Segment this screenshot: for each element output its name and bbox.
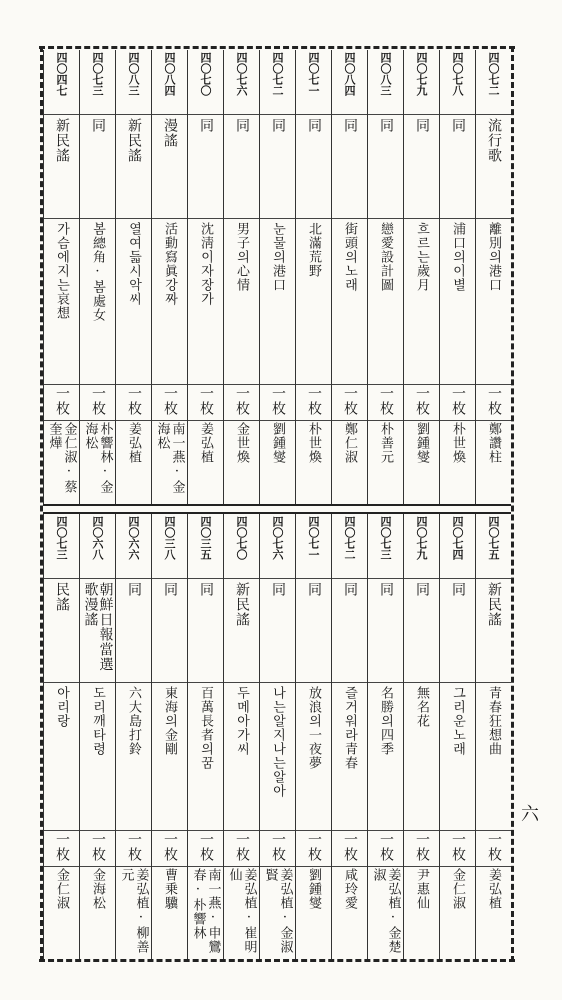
catalog-number: 四〇八三	[127, 52, 140, 96]
performer-name: 朴響林·金海松	[82, 422, 113, 494]
song-title: 活動寫眞강짜	[162, 222, 177, 306]
genre-label: 同	[342, 582, 358, 597]
bottom_row-entry	[115, 514, 151, 960]
song-title: 戀愛設計圖	[378, 222, 393, 292]
performer-name: 咸玲愛	[342, 868, 357, 910]
catalog-number: 四〇七一	[307, 516, 320, 560]
catalog-number: 四〇三五	[199, 516, 212, 560]
top_row-entry	[295, 50, 331, 504]
bottom_row-entry	[475, 514, 511, 960]
performer-name: 金仁淑	[450, 868, 465, 910]
performer-name: 尹惠仙	[414, 868, 429, 910]
disc-count: 一枚	[126, 832, 142, 862]
catalog-number: 四〇七二	[343, 516, 356, 560]
disc-count: 一枚	[90, 832, 106, 862]
genre-label: 同	[198, 582, 214, 597]
performer-name: 鄭仁淑	[342, 422, 357, 464]
genre-label: 新民謠	[486, 582, 502, 627]
song-title: 離別의港口	[486, 222, 501, 292]
top_row-entry	[259, 50, 295, 504]
disc-count: 一枚	[378, 386, 394, 416]
disc-count: 一枚	[54, 386, 70, 416]
song-title: 눈물의港口	[270, 222, 285, 292]
performer-name: 姜弘植·柳善元	[118, 868, 149, 954]
song-title: 도리깨타령	[90, 686, 105, 756]
performer-name: 姜弘植·崔明仙	[226, 868, 257, 954]
catalog-number: 四〇七四	[451, 516, 464, 560]
genre-label: 同	[378, 118, 394, 133]
performer-name: 劉鍾燮	[306, 868, 321, 910]
genre-label: 新民謠	[126, 118, 142, 163]
genre-label: 民謠	[54, 582, 70, 612]
bottom_row-entry	[223, 514, 259, 960]
song-title: 나는알지나는알아	[270, 686, 285, 798]
song-title: 放浪의一夜夢	[306, 686, 321, 770]
catalog-number: 四〇七九	[415, 516, 428, 560]
genre-label: 同	[234, 118, 250, 133]
disc-count: 一枚	[162, 832, 178, 862]
bottom_row-entry	[331, 514, 367, 960]
song-title: 浦口의이별	[450, 222, 465, 292]
genre-label: 同	[270, 582, 286, 597]
disc-count: 一枚	[486, 386, 502, 416]
catalog-number: 四〇六八	[91, 516, 104, 560]
bottom_row-entry	[367, 514, 403, 960]
disc-count: 一枚	[270, 386, 286, 416]
song-title: 名勝의四季	[378, 686, 393, 756]
genre-label: 同	[414, 118, 430, 133]
catalog-number: 四〇七一	[307, 52, 320, 96]
disc-count: 一枚	[450, 386, 466, 416]
catalog-number: 四〇七六	[271, 516, 284, 560]
genre-label: 同	[198, 118, 214, 133]
catalog-number: 四〇七六	[235, 52, 248, 96]
catalog-number: 四〇七三	[379, 516, 392, 560]
genre-label: 朝鮮日報當選歌漫謠	[82, 582, 114, 672]
catalog-number: 四〇八四	[163, 52, 176, 96]
genre-label: 漫謠	[162, 118, 178, 148]
performer-name: 曹乗驥	[162, 868, 177, 910]
performer-name: 朴善元	[378, 422, 393, 464]
song-title: 즐거워라青春	[342, 686, 357, 770]
bottom_row-entry	[439, 514, 475, 960]
genre-label: 同	[342, 118, 358, 133]
top_row-entry	[79, 50, 115, 504]
top_row-entry	[403, 50, 439, 504]
disc-count: 一枚	[126, 386, 142, 416]
song-title: 六大島打鈴	[126, 686, 141, 756]
performer-name: 鄭讚柱	[486, 422, 501, 464]
disc-count: 一枚	[90, 386, 106, 416]
catalog-number: 四〇七九	[415, 52, 428, 96]
catalog-number: 四〇三八	[163, 516, 176, 560]
performer-name: 金仁淑·蔡奎燁	[46, 422, 77, 494]
catalog-number: 四〇六六	[127, 516, 140, 560]
performer-name: 朴世煥	[306, 422, 321, 464]
disc-count: 一枚	[198, 832, 214, 862]
performer-name: 金世煥	[234, 422, 249, 464]
song-title: 열여듧시악씨	[126, 222, 141, 306]
genre-label: 同	[378, 582, 394, 597]
catalog-number: 四〇七二	[271, 52, 284, 96]
bottom_row-entry	[403, 514, 439, 960]
disc-count: 一枚	[270, 832, 286, 862]
catalog-number: 四〇七五	[487, 516, 500, 560]
disc-count: 一枚	[486, 832, 502, 862]
catalog-bottom-section	[43, 512, 511, 960]
top_row-entry	[187, 50, 223, 504]
top_row-entry	[331, 50, 367, 504]
performer-name: 姜弘植	[198, 422, 213, 464]
page-number: 六	[521, 804, 539, 825]
performer-name: 姜弘植	[486, 868, 501, 910]
top_row-entry	[115, 50, 151, 504]
top_row-entry	[223, 50, 259, 504]
genre-label: 流行歌	[486, 118, 502, 163]
genre-label: 同	[306, 118, 322, 133]
catalog-number: 四〇七二	[487, 52, 500, 96]
catalog-number: 四〇八四	[343, 52, 356, 96]
genre-label: 同	[306, 582, 322, 597]
performer-name: 朴世煥	[450, 422, 465, 464]
song-title: 가슴에지는哀想	[54, 222, 69, 320]
song-title: 봄總角·봄處女	[90, 222, 105, 322]
disc-count: 一枚	[378, 832, 394, 862]
top_row-entry	[475, 50, 511, 504]
song-title: 東海의金剛	[162, 686, 177, 756]
song-title: 北滿荒野	[306, 222, 321, 278]
disc-count: 一枚	[306, 386, 322, 416]
genre-label: 同	[450, 582, 466, 597]
performer-name: 金海松	[90, 868, 105, 910]
disc-count: 一枚	[342, 386, 358, 416]
song-title: 無名花	[414, 686, 429, 728]
performer-name: 姜弘植	[126, 422, 141, 464]
catalog-number: 四〇七三	[91, 52, 104, 96]
disc-count: 一枚	[234, 386, 250, 416]
disc-count: 一枚	[414, 832, 430, 862]
top_row-entry	[367, 50, 403, 504]
genre-label: 同	[126, 582, 142, 597]
bottom_row-entry	[259, 514, 295, 960]
song-title: 아리랑	[54, 686, 69, 728]
performer-name: 姜弘植·金淑賢	[262, 868, 293, 954]
top_row-entry	[43, 50, 79, 504]
genre-label: 同	[414, 582, 430, 597]
genre-label: 同	[450, 118, 466, 133]
genre-label: 同	[162, 582, 178, 597]
song-title: 그리운노래	[450, 686, 465, 756]
catalog-number: 四〇四七	[55, 52, 68, 96]
song-title: 青春狂想曲	[486, 686, 501, 756]
song-title: 흐르는歲月	[414, 222, 429, 292]
catalog-number: 四〇八三	[379, 52, 392, 96]
catalog-number: 四〇七三	[55, 516, 68, 560]
top_row-entry	[151, 50, 187, 504]
disc-count: 一枚	[342, 832, 358, 862]
genre-label: 新民謠	[54, 118, 70, 163]
performer-name: 劉鍾燮	[270, 422, 285, 464]
catalog-number: 四〇七〇	[235, 516, 248, 560]
disc-count: 一枚	[54, 832, 70, 862]
record-catalog-table	[40, 46, 514, 962]
bottom_row-entry	[151, 514, 187, 960]
performer-name: 南一燕·金海松	[154, 422, 185, 494]
song-title: 百萬長者의꿈	[198, 686, 213, 770]
bottom_row-entry	[79, 514, 115, 960]
performer-name: 劉鍾燮	[414, 422, 429, 464]
disc-count: 一枚	[414, 386, 430, 416]
disc-count: 一枚	[450, 832, 466, 862]
catalog-top-section	[43, 50, 511, 506]
disc-count: 一枚	[198, 386, 214, 416]
disc-count: 一枚	[162, 386, 178, 416]
song-title: 沈淸이자장가	[198, 222, 213, 306]
genre-label: 新民謠	[234, 582, 250, 627]
genre-label: 同	[270, 118, 286, 133]
genre-label: 同	[90, 118, 106, 133]
song-title: 두메아가씨	[234, 686, 249, 756]
top_row-entry	[439, 50, 475, 504]
disc-count: 一枚	[234, 832, 250, 862]
song-title: 男子의心情	[234, 222, 249, 292]
catalog-number: 四〇七〇	[199, 52, 212, 96]
bottom_row-entry	[295, 514, 331, 960]
performer-name: 金仁淑	[54, 868, 69, 910]
bottom_row-entry	[187, 514, 223, 960]
catalog-number: 四〇七八	[451, 52, 464, 96]
disc-count: 一枚	[306, 832, 322, 862]
performer-name: 南一燕·申鸞春·朴響林	[190, 868, 221, 954]
bottom_row-entry	[43, 514, 79, 960]
performer-name: 姜弘植·金楚淑	[370, 868, 401, 954]
song-title: 街頭의노래	[342, 222, 357, 292]
